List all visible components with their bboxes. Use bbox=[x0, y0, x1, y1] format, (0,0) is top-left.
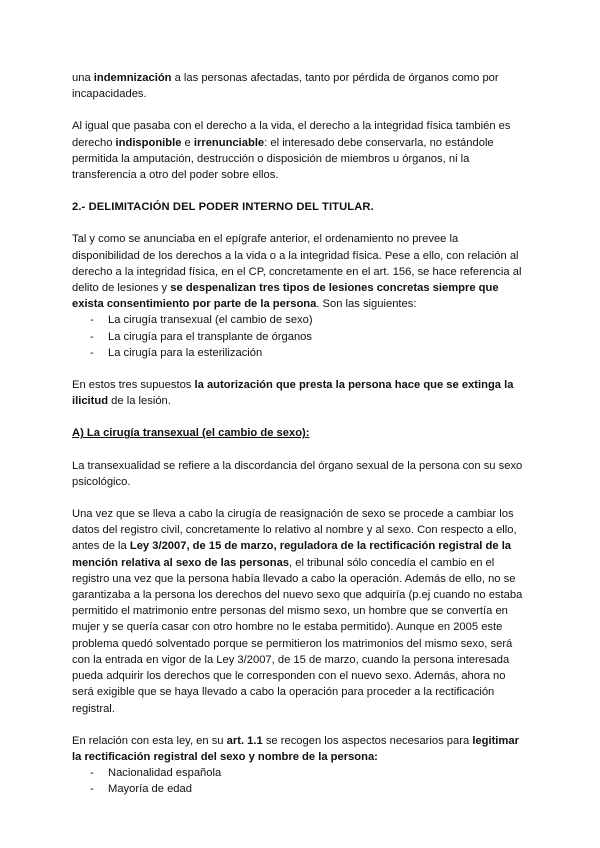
list-item: - La cirugía para el transplante de órganos bbox=[72, 329, 528, 345]
bold-indisponible: indisponible bbox=[115, 136, 182, 149]
bold-despenalizan: se despenalizan tres tipos de lesiones concretas siempre que exista consentimiento por parte de la persona bbox=[72, 282, 499, 311]
bold-legitimar: legitimar la rectificación registral del sexo y nombre de la persona: bbox=[72, 734, 519, 763]
subsection-heading: A) La cirugía transexual (el cambio de sexo): bbox=[72, 427, 310, 440]
bold-indemnizacion: indemnización bbox=[93, 72, 172, 84]
bold-art-1-1: art. 1.1 bbox=[226, 734, 263, 747]
section-heading: 2.- DELIMITACIÓN DEL PODER INTERNO DEL TITULAR. bbox=[72, 201, 374, 214]
lesiones-list bbox=[72, 312, 528, 361]
paragraph-delimitacion: Tal y como se anunciaba en el epígrafe anterior, el ordenamiento no prevee la disponibilidad de los derechos a la vida o a la integridad física. Pese a ello, con relación al derecho a la integridad física, en el CP, concretamente en el art. 156, se hace referencia al delito de lesiones y se despenalizan tres tipos de lesiones concretas siempre que exista consentimiento por parte de la persona. Son las siguientes: bbox=[72, 233, 522, 311]
paragraph-integridad-fisica: Al igual que pasaba con el derecho a la vida, el derecho a la integridad física también es derecho indisponible e irrenunciable: el interesado debe conservarla, no estándole permitida la amputación, destrucción o disposición de miembros u órganos, ni la transferencia a otro del poder sobre ellos. bbox=[72, 120, 511, 182]
list-item: - La cirugía para la esterilización bbox=[72, 345, 528, 361]
bold-ley-title: Ley 3/2007, de 15 de marzo, reguladora de la rectificación registral de la mención relativa al sexo de las personas bbox=[72, 540, 512, 569]
paragraph-autorizacion: En estos tres supuestos la autorización que presta la persona hace que se extinga la ilicitud de la lesión. bbox=[72, 379, 514, 408]
bold-irrenunciable: irrenunciable bbox=[193, 136, 265, 149]
paragraph-indemnizacion: una indemnización a las personas afectadas, tanto por pérdida de órganos como por incapacidades. bbox=[72, 72, 499, 101]
paragraph-transexualidad: La transexualidad se refiere a la discordancia del órgano sexual de la persona con su sexo psicológico. bbox=[72, 459, 523, 488]
list-item: - Nacionalidad española bbox=[72, 765, 528, 781]
bold-autorizacion: la autorización que presta la persona hace que se extinga la ilicitud bbox=[72, 379, 514, 408]
list-item: - Mayoría de edad bbox=[72, 781, 528, 797]
paragraph-art-1-1: En relación con esta ley, en su art. 1.1 se recogen los aspectos necesarios para legitimar la rectificación registral del sexo y nombre de la persona: bbox=[72, 734, 519, 763]
paragraph-ley-3-2007: Una vez que se lleva a cabo la cirugía de reasignación de sexo se procede a cambiar los datos del registro civil, concretamente lo relativo al nombre y al sexo. Con respecto a ello, antes de la Ley 3/2007, de 15 de marzo, reguladora de la rectificación registral de la mención relativa al sexo de las personas, el tribunal sólo concedía el cambio en el registro una vez que la persona había llevado a cabo la operación. Además de ello, no se garantizaba a la persona los derechos del nuevo sexo que adquiría (p.ej cuando no estaba permitido el matrimonio entre personas del mismo sexo, un hombre que se convertía en mujer y se quería casar con otro hombre no le estaba permitido). Aunque en 2005 este problema quedó solventado porque se permitieron los matrimonios del mismo sexo, será con la entrada en vigor de la Ley 3/2007, de 15 de marzo, cuando la persona interesada pueda adquirir los derechos que le corresponden con el nuevo sexo. Además, ahora no será exigible que se haya llevado a cabo la operación para proceder a la rectificación registral. bbox=[72, 508, 523, 715]
requisitos-list bbox=[72, 765, 528, 797]
document-page bbox=[72, 70, 528, 814]
list-item: - La cirugía transexual (el cambio de sexo) bbox=[72, 312, 528, 328]
